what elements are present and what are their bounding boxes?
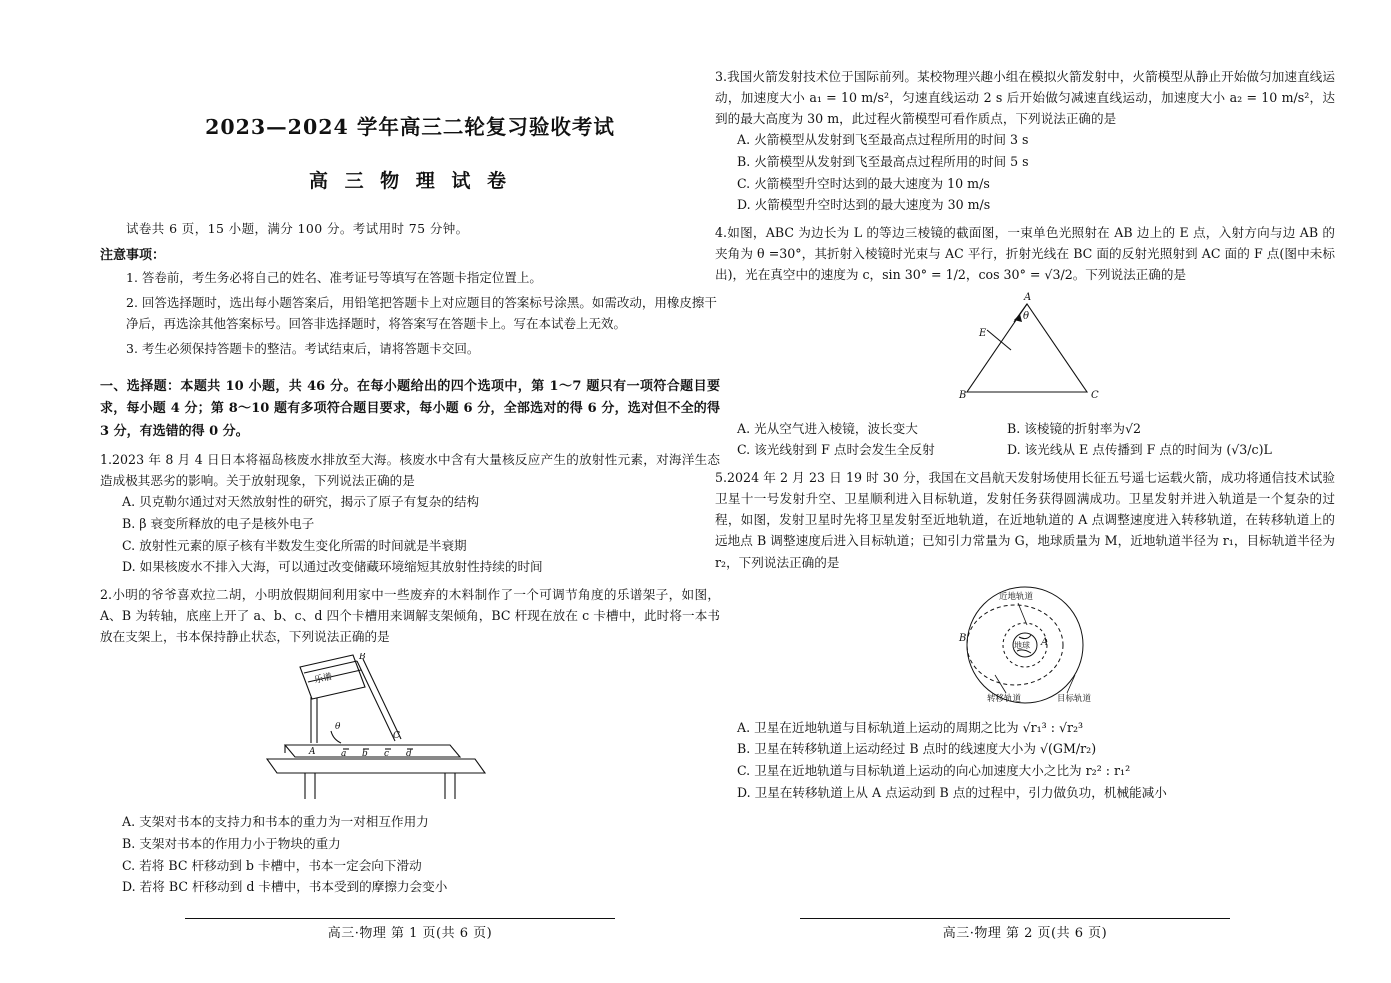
question-2-option-d: D. 若将 BC 杆移动到 d 卡槽中，书本受到的摩擦力会变小 bbox=[122, 879, 448, 895]
svg-text:d: d bbox=[406, 749, 412, 760]
svg-text:E: E bbox=[979, 327, 987, 339]
footer-page-left: 高三·物理 第 1 页(共 6 页) bbox=[327, 926, 493, 941]
footer-page-right: 高三·物理 第 2 页(共 6 页) bbox=[942, 926, 1108, 941]
question-5-number: 5. bbox=[715, 469, 728, 485]
page-column-left bbox=[100, 40, 720, 940]
footer-divider-right bbox=[800, 918, 1230, 919]
question-3-number: 3. bbox=[715, 69, 728, 84]
svg-text:乐谱: 乐谱 bbox=[313, 672, 334, 687]
question-4-options-row-2 bbox=[737, 439, 1335, 461]
question-1-text: 2023 年 8 月 4 日日本将福岛核废水排放至大海。核废水中含有大量核反应产生的放射性元素，对海洋生态造成极其恶劣的影响。关于放射现象，下列说法正确的是 bbox=[100, 452, 720, 489]
question-1-option-a: A. 贝克勒尔通过对天然放射性的研究，揭示了原子有复杂的结构 bbox=[122, 494, 480, 510]
exam-info: 试卷共 6 页，15 小题，满分 100 分。考试用时 75 分钟。 bbox=[126, 221, 469, 236]
svg-text:A: A bbox=[309, 747, 316, 758]
question-5-option-a bbox=[737, 717, 1335, 739]
svg-text:B: B bbox=[359, 653, 366, 663]
notice-item: 2. 回答选择题时，选出每小题答案后，用铅笔把答题卡上对应题目的答案标号涂黑。如需改动，用橡皮擦干净后，再选涂其他答案标号。回答非选择题时，将答案写在答题卡上。写在本试卷上无效。 bbox=[126, 295, 717, 331]
question-5-option-d-text: D. 卫星在转移轨道上从 A 点运动到 B 点的过程中，引力做负功，机械能减小 bbox=[737, 784, 1167, 800]
svg-text:θ: θ bbox=[1023, 310, 1030, 322]
svg-text:近地轨道: 近地轨道 bbox=[999, 591, 1034, 602]
question-3-option-c: C. 火箭模型升空时达到的最大速度为 10 m/s bbox=[737, 175, 990, 191]
question-4-figure bbox=[715, 292, 1335, 414]
question-5-text: 2024 年 2 月 23 日 19 时 30 分，我国在文昌航天发射场使用长征五号遥七运载火箭，成功将通信技术试验卫星十一号发射升空、卫星顺利进入目标轨道，发射任务获得圆满成功。卫星发射并进入轨道是一个复杂的过程，如图，发射卫星时先将卫星发射至近地轨道，在近地轨道的 A 点调整速度进入转移轨道，在转移轨道上的远地点 B 调整速度后进入目标轨道；已知引力常量为 G，地球质量为 M，近地轨道半径为 r₁，目标轨道半径为 r₂，下列说法正确的是 bbox=[715, 469, 1335, 570]
question-3-option-d: D. 火箭模型升空时达到的最大速度为 30 m/s bbox=[737, 197, 991, 213]
question-1-option-b: B. β 衰变所释放的电子是核外电子 bbox=[122, 516, 315, 532]
question-5-figure bbox=[715, 579, 1335, 713]
question-2-stem bbox=[100, 584, 720, 647]
question-3-option-b: B. 火箭模型从发射到飞至最高点过程所用的时间 5 s bbox=[737, 154, 1029, 170]
question-4-option-a: A. 光从空气进入棱镜，波长变大 bbox=[737, 420, 918, 436]
question-5-option-d bbox=[737, 782, 1335, 804]
question-1-option-c: C. 放射性元素的原子核有半数发生变化所需的时间就是半衰期 bbox=[122, 537, 467, 553]
question-2-option-c: C. 若将 BC 杆移动到 b 卡槽中，书本一定会向下滑动 bbox=[122, 857, 422, 873]
svg-text:c: c bbox=[384, 749, 390, 760]
svg-text:B: B bbox=[959, 389, 967, 401]
svg-text:A: A bbox=[1041, 636, 1049, 648]
question-2-text: 小明的爷爷喜欢拉二胡，小明放假期间利用家中一些废弃的木料制作了一个可调节角度的乐谱架子，如图，A、B 为转轴，底座上开了 a、b、c、d 四个卡槽用来调解支架倾角，BC 杆现在放在 c 卡槽中，此时将一本书放在支架上，书本保持静止状态，下列说法正确的是 bbox=[100, 587, 720, 645]
page-title: 2023—2024 学年高三二轮复习验收考试 bbox=[205, 115, 615, 139]
section-heading: 一、选择题：本题共 10 小题，共 46 分。在每小题给出的四个选项中，第 1～7 题只有一项符合题目要求，每小题 4 分；第 8～10 题有多项符合题目要求，每小题 6 分，全部选对的得 6 分，选对但不全的得 3 分，有选错的得 0 分。 bbox=[100, 379, 720, 439]
svg-text:转移轨道: 转移轨道 bbox=[987, 693, 1022, 704]
question-5-stem bbox=[715, 467, 1335, 573]
question-1-option-d: D. 如果核废水不排入大海，可以通过改变储藏环境缩短其放射性持续的时间 bbox=[122, 559, 543, 575]
question-3-stem bbox=[715, 66, 1335, 129]
question-2-option-a: A. 支架对书本的支持力和书本的重力为一对相互作用力 bbox=[122, 814, 429, 830]
svg-text:C: C bbox=[393, 731, 400, 742]
question-4-number: 4. bbox=[715, 225, 728, 241]
question-4-option-d: D. 该光线从 E 点传播到 F 点的时间为 (√3/c)L bbox=[1007, 442, 1272, 458]
page-column-right bbox=[715, 40, 1335, 940]
question-1-stem bbox=[100, 449, 720, 491]
svg-text:B: B bbox=[959, 632, 967, 644]
question-5-option-c bbox=[737, 760, 1335, 782]
svg-text:A: A bbox=[1024, 291, 1032, 303]
question-4-stem bbox=[715, 222, 1335, 285]
notice-item: 3. 考生必须保持答题卡的整洁。考试结束后，请将答题卡交回。 bbox=[126, 340, 480, 356]
question-5-option-b bbox=[737, 738, 1335, 760]
question-1-number: 1. bbox=[100, 452, 113, 468]
question-5-option-c-text: C. 卫星在近地轨道与目标轨道上运动的向心加速度大小之比为 r₂² : r₁² bbox=[737, 762, 1131, 778]
svg-text:地球: 地球 bbox=[1014, 640, 1030, 650]
question-2-number: 2. bbox=[100, 587, 113, 603]
footer-divider-left bbox=[185, 918, 615, 919]
question-4-option-b: B. 该棱镜的折射率为√2 bbox=[1007, 420, 1142, 436]
question-5-option-b-text: B. 卫星在转移轨道上运动经过 B 点时的线速度大小为 √(GM/r₂) bbox=[737, 741, 1097, 757]
notice-item: 1. 答卷前，考生务必将自己的姓名、准考证号等填写在答题卡指定位置上。 bbox=[126, 270, 542, 285]
question-5-option-a-text: A. 卫星在近地轨道与目标轨道上运动的周期之比为 √r₁³ : √r₂³ bbox=[737, 719, 1084, 735]
notice-heading: 注意事项： bbox=[100, 248, 166, 263]
question-4-options-row-1 bbox=[737, 418, 1335, 440]
svg-text:a: a bbox=[341, 749, 347, 760]
svg-text:θ: θ bbox=[335, 722, 341, 733]
question-3-option-a: A. 火箭模型从发射到飞至最高点过程所用的时间 3 s bbox=[737, 132, 1029, 148]
question-3-text: 我国火箭发射技术位于国际前列。某校物理兴趣小组在模拟火箭发射中，火箭模型从静止开始做匀加速直线运动，加速度大小 a₁ = 10 m/s²，匀速直线运动 2 s 后开始做匀减速直线运动，加速度大小 a₂ = 10 m/s²，达到的最大高度为 30 m，此过程火箭模型可看作质点，下列说法正确的是 bbox=[715, 69, 1335, 127]
question-2-option-b: B. 支架对书本的作用力小于物块的重力 bbox=[122, 836, 341, 852]
question-2-figure bbox=[100, 653, 720, 807]
question-4-option-c: C. 该光线射到 F 点时会发生全反射 bbox=[737, 442, 935, 458]
svg-text:b: b bbox=[362, 749, 368, 760]
page-subtitle: 高 三 物 理 试 卷 bbox=[308, 170, 512, 192]
svg-text:C: C bbox=[1091, 389, 1099, 401]
svg-text:目标轨道: 目标轨道 bbox=[1057, 693, 1092, 704]
question-4-text: 如图，ABC 为边长为 L 的等边三棱镜的截面图，一束单色光照射在 AB 边上的 E 点，入射方向与边 AB 的夹角为 θ =30°，其折射入棱镜时光束与 AC 平行，折射光线在 BC 面的反射光照射到 AC 面的 F 点(图中未标出)，光在真空中的速度为 c，sin 30° = 1/2，cos 30° = √3/2。下列说法正确的是 bbox=[715, 225, 1335, 283]
